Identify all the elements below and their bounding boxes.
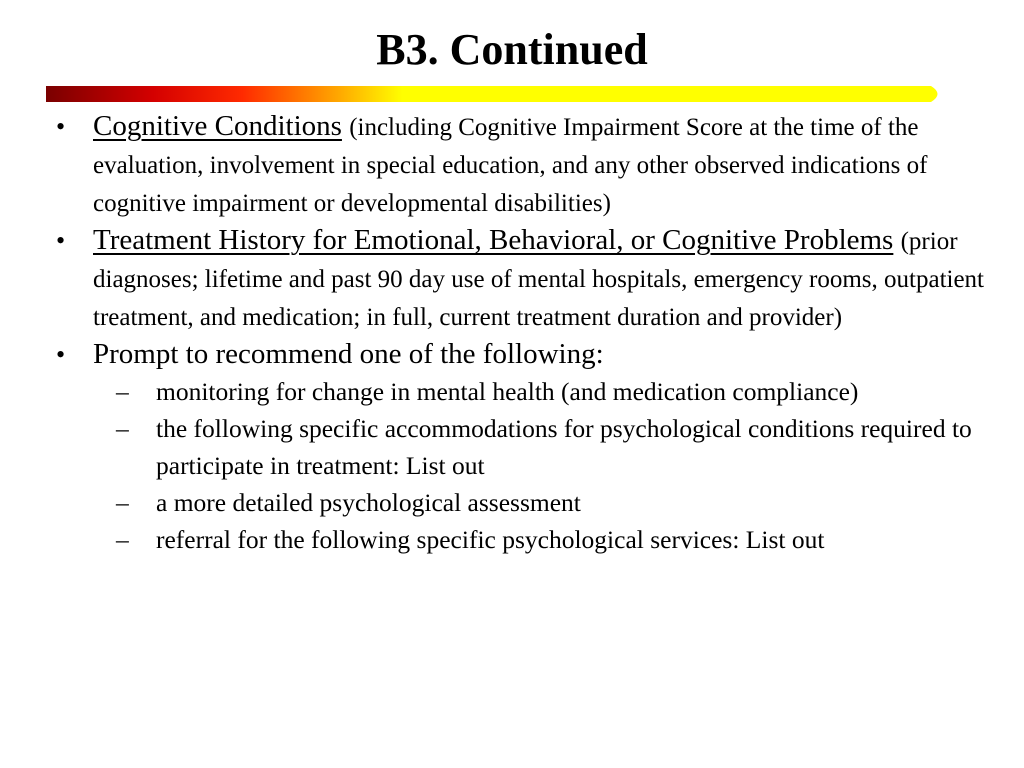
bullet-marker: • bbox=[56, 340, 66, 369]
sub-bullet-marker: – bbox=[116, 525, 129, 554]
bullet-marker: • bbox=[56, 226, 66, 255]
sub-bullet-accommodations bbox=[44, 410, 984, 484]
sub-bullet-monitoring bbox=[44, 373, 984, 410]
sub-bullet-text: monitoring for change in mental health (and medication compliance) bbox=[156, 377, 859, 406]
sub-bullet-marker: – bbox=[116, 414, 129, 443]
sub-bullet-referral bbox=[44, 521, 984, 558]
bullet-heading: Cognitive Conditions bbox=[93, 110, 342, 142]
bullet-heading: Treatment History for Emotional, Behavioral, or Cognitive Problems bbox=[93, 224, 894, 256]
sub-bullet-text: referral for the following specific psychological services: List out bbox=[156, 525, 825, 554]
bullet-detail: (prior diagnoses; lifetime and past 90 day use of mental hospitals, emergency rooms, outpatient treatment, and medication; in full, current treatment duration and provider) bbox=[93, 228, 985, 331]
slide-title: B3. Continued bbox=[376, 25, 648, 74]
bullet-treatment-history bbox=[44, 222, 984, 336]
sub-bullet-marker: – bbox=[116, 488, 129, 517]
bullet-cognitive-conditions bbox=[44, 108, 984, 222]
bullet-prompt bbox=[44, 336, 984, 373]
sub-bullet-marker: – bbox=[116, 377, 129, 406]
bullet-list bbox=[44, 108, 984, 558]
bullet-detail: (including Cognitive Impairment Score at the time of the evaluation, involvement in special education, and any other observed indications of cognitive impairment or developmental disabilities) bbox=[93, 114, 928, 217]
sub-bullet-text: the following specific accommodations for psychological conditions required to participate in treatment: List out bbox=[156, 414, 972, 480]
sub-bullet-list bbox=[44, 373, 984, 558]
bullet-text: Prompt to recommend one of the following: bbox=[93, 338, 604, 370]
sub-bullet-assessment bbox=[44, 484, 984, 521]
sub-bullet-text: a more detailed psychological assessment bbox=[156, 488, 581, 517]
title-rule bbox=[46, 84, 944, 104]
bullet-marker: • bbox=[56, 112, 66, 141]
